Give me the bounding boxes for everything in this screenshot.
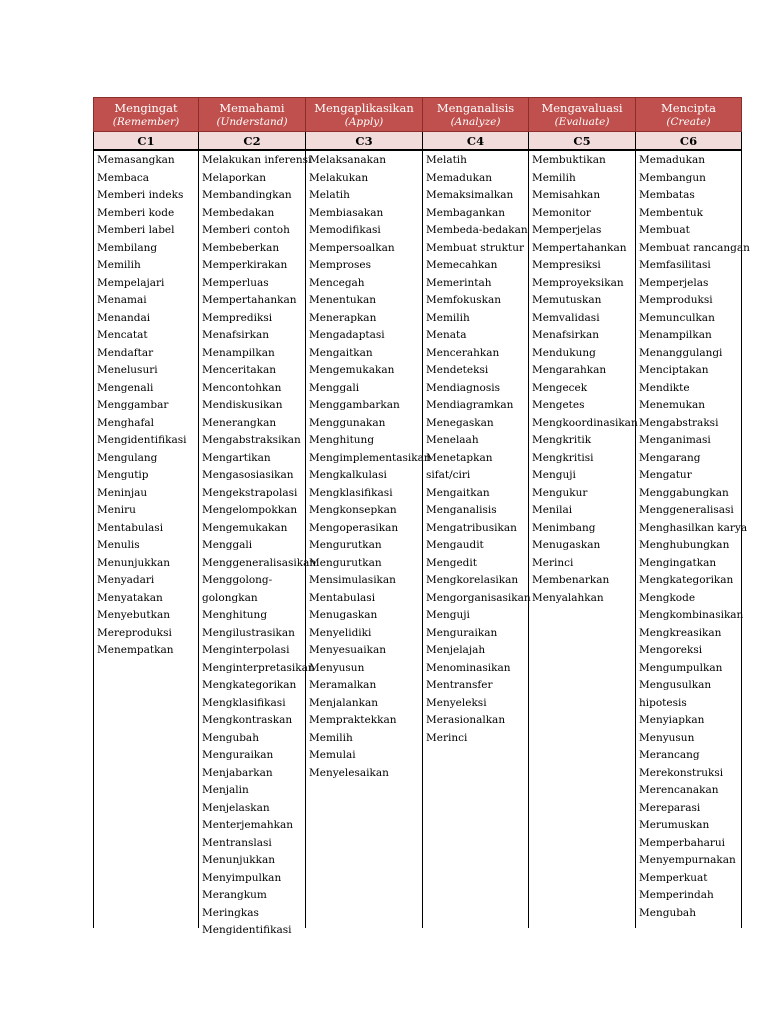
verb-item: Menamai xyxy=(97,294,147,306)
verb-item: Mengorganisasikan xyxy=(426,591,531,604)
verb-item: Mengatur xyxy=(639,469,692,481)
verb-item: Mengkode xyxy=(639,591,696,604)
verb-item: Mengkombinasikan xyxy=(639,609,744,621)
verb-item: Menciptakan xyxy=(639,364,709,376)
verb-item: Membuat rancangan xyxy=(639,241,750,254)
verb-item: Melaporkan xyxy=(202,171,267,184)
verb-item: Memfokuskan xyxy=(426,294,502,306)
verb-item: Memisahkan xyxy=(532,189,601,201)
verb-item: Menafsirkan xyxy=(532,329,600,341)
verb-item: Memproduksi xyxy=(639,294,713,306)
verb-item: Mengklasifikasi xyxy=(309,486,393,499)
verb-item: Menempatkan xyxy=(97,644,174,656)
verb-item: Menentukan xyxy=(309,294,377,306)
verb-item: Menguraikan xyxy=(202,749,274,761)
verb-item: Menugaskan xyxy=(309,609,378,621)
verb-list xyxy=(532,152,638,927)
verb-item: Membuat struktur xyxy=(426,241,524,254)
verb-item: Mempersoalkan xyxy=(309,241,395,254)
verb-item: Menyelidiki xyxy=(309,626,372,639)
verb-cell xyxy=(306,150,431,928)
header-row xyxy=(94,98,742,132)
verb-item: Menguraikan xyxy=(426,626,498,639)
verb-item: Memproyeksikan xyxy=(532,276,624,289)
column-english: (Evaluate) xyxy=(554,115,610,128)
verb-item: Melatih xyxy=(309,189,350,201)
verb-item: Memilih xyxy=(309,731,353,744)
verb-item: Mencatat xyxy=(97,329,148,341)
verb-item: Menceritakan xyxy=(202,364,277,376)
verb-item: Menyelesaikan xyxy=(309,766,389,779)
verb-item: Mengidentifikasi xyxy=(202,924,292,936)
verb-item: Mendikte xyxy=(639,381,690,394)
verb-item: Menampilkan xyxy=(639,329,712,341)
level-code: C1 xyxy=(94,132,199,151)
verb-item: hipotesis xyxy=(639,696,687,709)
verb-item: Mengurutkan xyxy=(309,539,382,551)
verb-item: Mendiskusikan xyxy=(202,399,283,411)
verb-item: Mengoperasikan xyxy=(309,521,399,534)
verb-item: Melakukan inferensi xyxy=(202,154,312,166)
verb-item: Memonitor xyxy=(532,206,591,219)
verb-item: Mereproduksi xyxy=(97,626,172,639)
verb-item: Menyimpulkan xyxy=(202,871,282,884)
verb-item: Memerintah xyxy=(426,276,492,289)
verb-item: Mengarahkan xyxy=(532,364,607,376)
column-name: Mengaplikasikan xyxy=(314,100,414,115)
verb-item: Memperkirakan xyxy=(202,259,288,271)
verb-item: Memperindah xyxy=(639,889,714,901)
verb-item: Menyatakan xyxy=(97,591,163,604)
verb-item: Menominasikan xyxy=(426,661,511,674)
verbs-row xyxy=(94,150,742,928)
verb-cell xyxy=(94,150,199,928)
verb-item: Mengarang xyxy=(639,451,701,464)
verb-item: Mengukur xyxy=(532,486,588,499)
verb-item: Menggolong- xyxy=(202,574,273,586)
column-header xyxy=(636,98,742,132)
verb-item: Memprediksi xyxy=(202,311,273,324)
verb-item: Membentuk xyxy=(639,206,703,219)
level-code: C5 xyxy=(529,132,636,151)
verb-item: Menyusun xyxy=(309,661,365,674)
verb-item: Mengasosiasikan xyxy=(202,469,294,481)
verb-item: Memfasilitasi xyxy=(639,259,711,271)
verb-item: Mengaitkan xyxy=(426,486,490,499)
column-header xyxy=(306,98,423,132)
verb-item: Mengadaptasi xyxy=(309,329,385,341)
column-header xyxy=(529,98,636,132)
verb-item: Mentransfer xyxy=(426,679,493,691)
verb-item: Mengkalkulasi xyxy=(309,469,387,481)
verb-item: Memproses xyxy=(309,259,371,271)
verb-item: Memberi kode xyxy=(97,206,175,219)
verb-item: Mendiagnosis xyxy=(426,381,501,394)
verb-item: Mengaudit xyxy=(426,539,484,551)
verb-item: Menggeneralisasikan xyxy=(202,556,317,569)
verb-item: Memperbaharui xyxy=(639,836,726,849)
verb-cell xyxy=(529,150,636,928)
verb-item: Membenarkan xyxy=(532,574,610,586)
verb-item: Menegaskan xyxy=(426,416,494,429)
verb-item: Menyadari xyxy=(97,574,155,586)
verb-item: Memberi label xyxy=(97,224,175,236)
verb-item: Membuktikan xyxy=(532,154,606,166)
verb-item: Menghubungkan xyxy=(639,539,730,551)
verb-item: Mendukung xyxy=(532,346,596,359)
verb-list xyxy=(426,152,531,927)
verb-item: Menginterpretasikan xyxy=(202,661,315,674)
verb-item: Menampilkan xyxy=(202,346,275,359)
verb-item: Memilih xyxy=(426,311,470,324)
verb-item: Mendaftar xyxy=(97,346,154,359)
verb-item: Mengulang xyxy=(97,451,158,464)
column-english: (Analyze) xyxy=(450,115,501,128)
verb-item: Melakukan xyxy=(309,171,369,184)
verb-item: Memilih xyxy=(97,259,141,271)
verb-item: Mengemukakan xyxy=(202,521,288,534)
column-header xyxy=(199,98,306,132)
verb-item: Memperjelas xyxy=(639,276,709,289)
verb-item: Membilang xyxy=(97,241,158,254)
verb-list xyxy=(639,152,750,927)
verb-cell xyxy=(199,150,317,936)
level-code-row xyxy=(94,132,742,151)
verb-item: Mengartikan xyxy=(202,451,271,464)
verb-item: Menguji xyxy=(426,609,470,621)
verb-item: Menyusun xyxy=(639,731,695,744)
verb-item: Mengoreksi xyxy=(639,644,703,656)
verb-item: Membuat xyxy=(639,224,690,236)
verb-item: Mengekstrapolasi xyxy=(202,486,298,499)
verb-item: Mempertahankan xyxy=(202,294,297,306)
verb-item: Menjabarkan xyxy=(202,766,273,779)
verb-item: Mengurutkan xyxy=(309,556,382,569)
verb-item: Menetapkan xyxy=(426,451,493,464)
column-name: Memahami xyxy=(219,100,285,115)
level-code: C2 xyxy=(199,132,306,151)
verb-item: Meringkas xyxy=(202,906,259,919)
verb-item: Melaksanakan xyxy=(309,154,387,166)
verb-item: Merangkum xyxy=(202,889,267,901)
verb-item: Mengusulkan xyxy=(639,679,712,691)
verb-item: Menyalahkan xyxy=(532,591,604,604)
verb-item: Menata xyxy=(426,329,467,341)
verb-item: Memadukan xyxy=(426,171,493,184)
verb-item: Mengkritisi xyxy=(532,451,594,464)
verb-item: Mengkontraskan xyxy=(202,714,293,726)
verb-item: Mentranslasi xyxy=(202,836,272,849)
verb-item: Merancang xyxy=(639,749,700,761)
level-code: C6 xyxy=(636,132,742,151)
verb-item: Membandingkan xyxy=(202,189,292,201)
verb-item: Meniru xyxy=(97,504,136,516)
verb-item: Mengutip xyxy=(97,469,149,481)
verb-item: Mengubah xyxy=(202,731,259,744)
column-english: (Understand) xyxy=(216,115,288,128)
verb-item: Memecahkan xyxy=(426,259,498,271)
verb-item: Memberi contoh xyxy=(202,224,290,236)
verb-item: Mengelompokkan xyxy=(202,504,298,516)
verb-item: Membeda-bedakan xyxy=(426,224,528,236)
verb-item: Meninjau xyxy=(97,486,148,499)
verb-item: Menguji xyxy=(532,469,576,481)
column-header xyxy=(423,98,529,132)
verb-item: Menafsirkan xyxy=(202,329,270,341)
verb-item: Mendeteksi xyxy=(426,364,489,376)
level-code: C3 xyxy=(306,132,423,151)
verb-item: Menggambar xyxy=(97,399,169,411)
column-name: Mengavaluasi xyxy=(541,100,623,115)
verb-item: Mempertahankan xyxy=(532,241,627,254)
verb-item: Mengubah xyxy=(639,906,696,919)
verb-item: sifat/ciri xyxy=(426,469,471,481)
verb-item: Mencegah xyxy=(309,276,365,289)
verb-item: Mentabulasi xyxy=(309,591,376,604)
verb-item: Menjelaskan xyxy=(202,801,270,814)
verb-item: Mengemukakan xyxy=(309,364,395,376)
verb-item: Memunculkan xyxy=(639,311,715,324)
verb-item: Merinci xyxy=(532,556,574,569)
verb-item: Mengedit xyxy=(426,556,477,569)
verb-item: Menjalin xyxy=(202,784,249,796)
verb-item: Menanggulangi xyxy=(639,346,723,359)
verb-item: Menghitung xyxy=(202,609,268,621)
column-name: Menganalisis xyxy=(436,100,515,115)
verb-item: Membeberkan xyxy=(202,241,280,254)
verb-item: Menelaah xyxy=(426,434,479,446)
verb-item: Merinci xyxy=(426,731,468,744)
verb-item: Merekonstruksi xyxy=(639,766,724,779)
verb-cell xyxy=(423,150,529,928)
verb-item: Menerangkan xyxy=(202,416,277,429)
column-name: Mencipta xyxy=(661,100,716,115)
verb-item: Membedakan xyxy=(202,206,275,219)
verb-item: Memutuskan xyxy=(532,294,602,306)
verb-item: Menerapkan xyxy=(309,311,377,324)
verb-item: Memulai xyxy=(309,749,356,761)
verb-cell xyxy=(636,150,750,928)
verb-item: Mendiagramkan xyxy=(426,399,514,411)
column-name: Mengingat xyxy=(114,100,178,115)
verb-item: Membagankan xyxy=(426,206,506,219)
verb-item: Memasangkan xyxy=(97,154,175,166)
verb-item: Mengkritik xyxy=(532,434,592,446)
verb-item: Menyeleksi xyxy=(426,696,487,709)
verb-item: Menghitung xyxy=(309,434,375,446)
verb-item: Mengkonsepkan xyxy=(309,504,397,516)
verb-item: Menunjukkan xyxy=(202,854,276,866)
verb-item: Menggali xyxy=(309,381,360,394)
taxonomy-table xyxy=(93,97,750,936)
verb-item: Menilai xyxy=(532,504,573,516)
verb-item: Mencontohkan xyxy=(202,381,282,394)
verb-item: Mereparasi xyxy=(639,801,701,814)
verb-item: Menugaskan xyxy=(532,539,601,551)
verb-item: Mengenali xyxy=(97,381,154,394)
verb-item: Mengimplementasikan xyxy=(309,451,431,464)
verb-item: Mengatribusikan xyxy=(426,521,517,534)
verb-item: golongkan xyxy=(202,591,258,604)
verb-item: Mengidentifikasi xyxy=(97,434,187,446)
verb-item: Membatas xyxy=(639,189,695,201)
verb-item: Memperkuat xyxy=(639,871,708,884)
verb-item: Mengkategorikan xyxy=(639,574,734,586)
verb-item: Mengecek xyxy=(532,381,588,394)
verb-item: Menandai xyxy=(97,311,151,324)
verb-item: Menunjukkan xyxy=(97,556,171,569)
verb-item: Menghasilkan karya xyxy=(639,521,748,534)
verb-item: Memvalidasi xyxy=(532,311,600,324)
verb-item: Menganimasi xyxy=(639,434,711,446)
verb-item: Mempelajari xyxy=(97,276,165,289)
verb-item: Menganalisis xyxy=(426,504,497,516)
verb-item: Menimbang xyxy=(532,521,596,534)
verb-item: Memperluas xyxy=(202,276,269,289)
verb-item: Menjalankan xyxy=(309,696,379,709)
verb-item: Menggambarkan xyxy=(309,399,400,411)
verb-item: Mengkreasikan xyxy=(639,626,722,639)
verb-item: Mentabulasi xyxy=(97,521,164,534)
verb-item: Menyiapkan xyxy=(639,714,705,726)
verb-list xyxy=(97,152,198,927)
verb-item: Mempresiksi xyxy=(532,259,601,271)
verb-item: Membaca xyxy=(97,171,150,184)
verb-item: Mengkorelasikan xyxy=(426,574,519,586)
verb-item: Mengingatkan xyxy=(639,556,717,569)
verb-item: Memilih xyxy=(532,171,576,184)
verb-item: Menggabungkan xyxy=(639,486,729,499)
column-english: (Apply) xyxy=(344,115,384,128)
column-english: (Remember) xyxy=(112,115,180,128)
verb-item: Mengklasifikasi xyxy=(202,696,286,709)
verb-item: Mensimulasikan xyxy=(309,574,396,586)
column-header xyxy=(94,98,199,132)
verb-item: Menggali xyxy=(202,539,253,551)
verb-item: Membangun xyxy=(639,171,706,184)
verb-item: Mengaitkan xyxy=(309,346,373,359)
verb-item: Memodifikasi xyxy=(309,224,381,236)
verb-item: Merumuskan xyxy=(639,819,710,831)
verb-list xyxy=(309,152,431,927)
verb-item: Menyempurnakan xyxy=(639,854,736,866)
verb-item: Merencanakan xyxy=(639,784,719,796)
verb-item: Memadukan xyxy=(639,154,706,166)
verb-item: Menelusuri xyxy=(97,364,158,376)
verb-item: Menjelajah xyxy=(426,644,486,656)
verb-item: Memperjelas xyxy=(532,224,602,236)
verb-item: Merasionalkan xyxy=(426,714,506,726)
column-english: (Create) xyxy=(666,115,711,128)
verb-item: Mengumpulkan xyxy=(639,661,723,674)
verb-item: Menghafal xyxy=(97,416,154,429)
verb-item: Menyebutkan xyxy=(97,609,170,621)
verb-list xyxy=(202,152,317,936)
verb-item: Mengkategorikan xyxy=(202,679,297,691)
verb-item: Menemukan xyxy=(639,399,706,411)
verb-item: Mempraktekkan xyxy=(309,714,397,726)
verb-item: Memaksimalkan xyxy=(426,189,514,201)
verb-item: Menginterpolasi xyxy=(202,644,290,656)
verb-item: Melatih xyxy=(426,154,467,166)
verb-item: Mengilustrasikan xyxy=(202,626,295,639)
verb-item: Menterjemahkan xyxy=(202,819,294,831)
level-code: C4 xyxy=(423,132,529,151)
verb-item: Mengabstraksikan xyxy=(202,434,301,446)
verb-item: Mengkoordinasikan xyxy=(532,416,638,429)
verb-item: Mengetes xyxy=(532,399,585,411)
verb-item: Memberi indeks xyxy=(97,189,184,201)
verb-item: Menyesuaikan xyxy=(309,644,387,656)
verb-item: Meramalkan xyxy=(309,679,377,691)
verb-item: Menggunakan xyxy=(309,416,386,429)
verb-item: Membiasakan xyxy=(309,206,384,219)
verb-item: Menulis xyxy=(97,539,140,551)
verb-item: Mengabstraksi xyxy=(639,416,719,429)
verb-item: Mencerahkan xyxy=(426,346,500,359)
verb-item: Menggeneralisasi xyxy=(639,504,734,516)
